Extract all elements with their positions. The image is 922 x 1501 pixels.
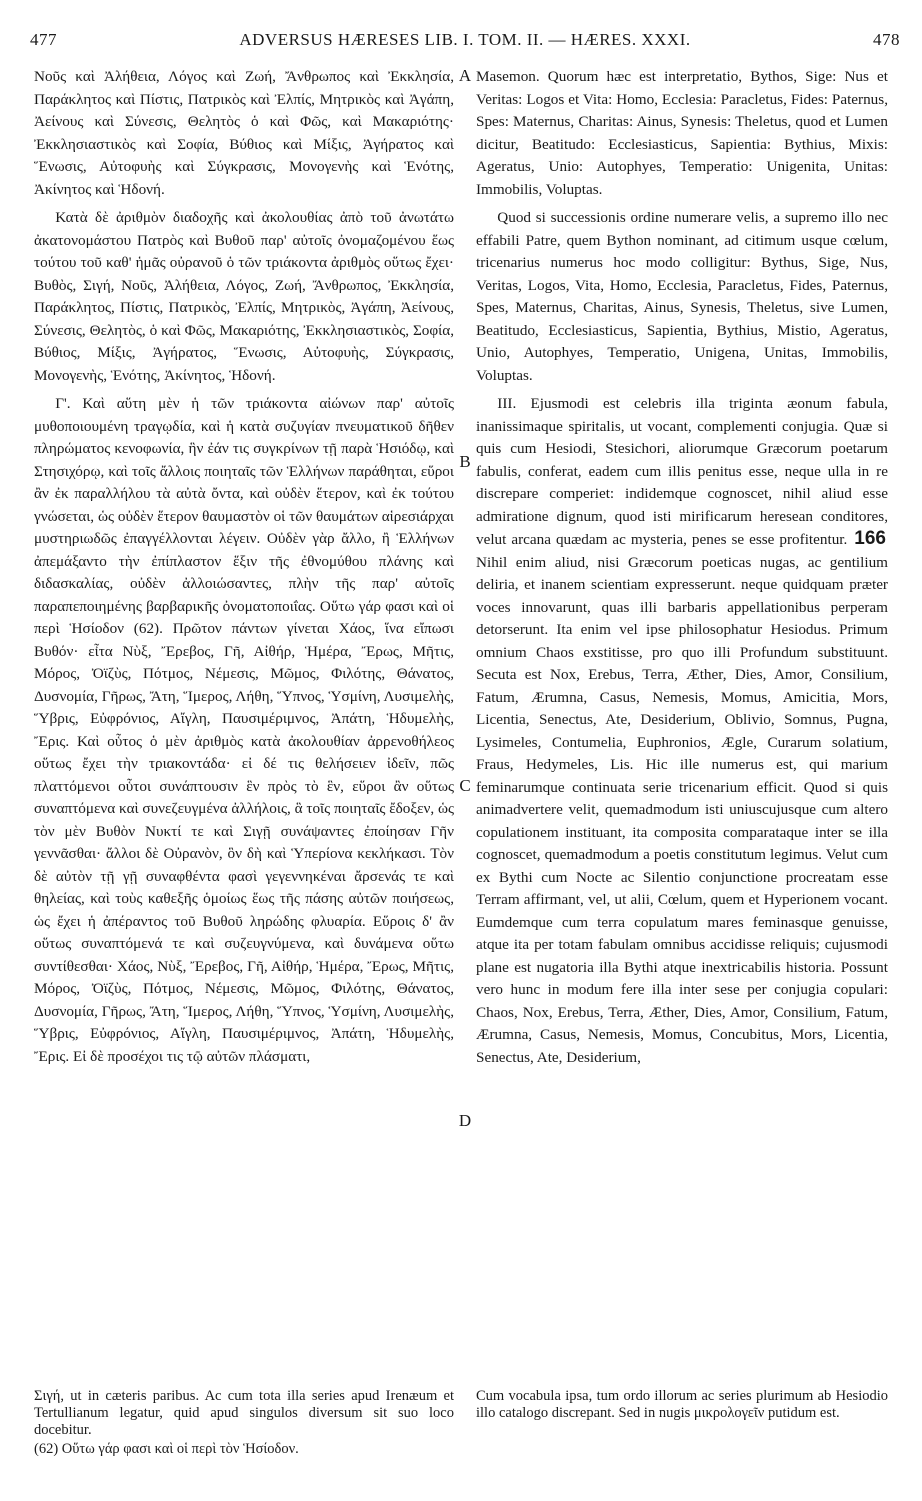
latin-paragraph-2: Quod si successionis ordine numerare velis, a supremo illo nec effabili Patre, quem Bython nominant, ad citimum usque cœlum, tricenarius numerus hoc modo colligitur: Bythus, Sige, Nus, Veritas, Logos, Vita, Homo, Ecclesia, Paracletus, Fides, Paternus, Spes, Maternus, Charitas, Ainus, Synesis, Theletus, sive Lumen, Beatitudo, Ecclesiasticus, Sapientia, Bythius, Mistio, Ageratus, Unio, Autophyes, Temperatio, Unigena, Unitas, Immobilis, Voluptas. xyxy=(476,209,888,384)
footnote-62: (62) Οὕτω γάρ φασι καὶ οἱ περὶ τὸν Ἡσίοδον. xyxy=(34,1441,299,1457)
margin-marker-c: C xyxy=(459,776,471,795)
latin-paragraph-1: Masemon. Quorum hæc est interpretatio, Bythos, Sige: Nus et Veritas: Logos et Vita: Homo, Ecclesia: Paracletus, Fides: Paternus, Spes: Maternus, Charitas: Ainus, Synesis: Theletus, quod et Lumen dicitur, Beatitudo: Ecclesiasticus, Sapientia: Bythius, Mixis: Ageratus, Unio: Autophyes, Temperatio: Unigenita, Unitas: Immobilis, Voluptas. xyxy=(476,68,888,198)
greek-paragraph-2: Κατὰ δὲ ἀριθμὸν διαδοχῆς καὶ ἀκολουθίας ἀπὸ τοῦ ἀνωτάτω ἀκατονομάστου Πατρὸς καὶ Βυθοῦ παρ' αὐτοῖς ὀνομαζομένου ἕως τούτου τοῦ καθ' ἡμᾶς οὐρανοῦ ὁ τῶν τριάκοντα ἀριθμὸς οὕτως ἔχει· Βυθὸς, Σιγή, Νοῦς, Ἀλήθεια, Λόγος, Ζωή, Ἄνθρωπος, Ἐκκλησία, Παράκλητος, Πίστις, Πατρικὸς, Ἐλπίς, Μητρικὸς, Ἀγάπη, Ἀείνους, Σύνεσις, Θελητὸς, ὁ καὶ Φῶς, Μακαριότης, Ἐκκλησιαστικὸς, Σοφία, Βύθιος, Μίξις, Ἀγήρατος, Ἕνωσις, Αὐτοφυὴς, Σύγκρασις, Μονογενὴς, Ἑνότης, Ἀκίνητος, Ἡδονή. xyxy=(34,209,454,384)
latin-text-column xyxy=(476,66,888,1386)
margin-markers xyxy=(454,0,476,1501)
edition-page-number: 166 xyxy=(854,528,886,549)
margin-marker-a: A xyxy=(458,66,472,85)
latin-paragraph-3-start: III. Ejusmodi est celebris illa triginta æonum fabula, inanissimaque spiritalis, ut vocant, complementi conjugia. Quæ si quis cum Hesiodi, Stesichori, aliorumque Græcorum poetarum fabulis, conferat, eadem cum illis penitus esse, neque ulla in re discrepare comperiet: indidemque cognoscet, nihil aliud esse admiratione dignum, quod isti mirificarum heresean conditores, velut arcana quædam ac mysteria, penes se esse profitentur. xyxy=(476,395,888,548)
notes-left xyxy=(34,1388,454,1458)
margin-marker-d: D xyxy=(458,1111,472,1130)
greek-paragraph-3: Γ'. Καὶ αὕτη μὲν ἡ τῶν τριάκοντα αἰώνων παρ' αὐτοῖς μυθοποιουμένη τραγῳδία, καὶ ἡ κατὰ συζυγίαν πνευματικοῦ δῆθεν πληρώματος κενοφωνία, ἣν ἐάν τις συγκρίνων τῇ παρὰ Ἡσιόδῳ, καὶ Στησιχόρῳ, καὶ τοῖς ἄλλοις ποιηταῖς τῶν Ἑλλήνων παράθηται, εὕροι ἂν ἐκ παραλλήλου τὰ αὐτὰ ὄντα, καὶ οὐδὲν ἕτερον, καὶ ἐκ τούτου γνώσεται, ὡς οὐδὲν ἕτερον θαυμαστὸν οἱ τῶν θαυμάτων αἱρεσιάρχαι μυστηριωδῶς ἐπαγγέλλονται λέγειν. Οὐδὲν γὰρ ἄλλο, ἢ Ἑλλήνων ἀπεμάξαντο τὴν ἐπίπλαστον ἕξιν τῆς ἐθνομύθου πλάνης καὶ διδασκαλίας, οὐδὲν ἀλλοιώσαντες, πλὴν τῆς παρ' αὐτοῖς παραπεποιημένης βαρβαρικῆς ὀνοματοποιΐας. Οὕτω γάρ φασι καὶ οἱ περὶ Ἡσίοδον (62). Πρῶτον πάντων γίνεται Χάος, ἵνα εἴπωσι Βυθόν· εἶτα Νὺξ, Ἔρεβος, Γῆ, Αἰθήρ, Ἡμέρα, Ἔρως, Μῆτις, Μόρος, Ὀϊζὺς, Πότμος, Νέμεσις, Μῶμος, Φιλότης, Θάνατος, Δυσνομία, Γῆρως, Ἄτη, Ἵμερος, Λήθη, Ὕπνος, Ὑσμίνη, Λυσιμελὴς, Ὕβρις, Εὐφρόνιος, Αἴγλη, Παυσιμέριμνος, Ἀπάτη, Ἡδυμελὴς, Ἔρις. Καὶ οὗτος ὁ μὲν ἀριθμὸς κατὰ ἀκολουθίαν ἀρρενοθήλεος οὕτως ἔχει τὴν τριακοντάδα· εἰ δέ τις θελήσειεν ἰδεῖν, πῶς πλαττόμενοι οὗτοι συνάπτουσιν ἓν πρὸς τὸ ἓν, εὕροι ἂν οὕτως συναπτόμενα καὶ συνεζευγμένα ἀλλήλοις, ἃ τοῖς ποιηταῖς ἔδοξεν, ὡς τὸν μὲν Βυθὸν Νυκτί τε καὶ Σιγῇ συνάψαντες ἐποίησαν Γῆν γεννᾶσθαι· ἄλλοι δὲ Οὐρανὸν, ὃν δὴ καὶ Ὑπερίονα κεκλήκασι. Τὸν δὲ αὐτὸν τῇ γῇ συναφθέντα φασὶ γεγεννηκέναι ἄρσενάς τε καὶ θηλείας, καὶ τοὺς καθεξῆς ὁμοίως ἕως τῆς πάσης αὐτῶν ποιήσεως, ὡς ἔχει ἡ ἀπέραντος τοῦ Βυθοῦ ληρώδης φλυαρία. Εὕροις δ' ἂν οὕτως συναπτόμενά τε καὶ συζευγνύμενα, καὶ δυνάμενα οὕτω συντίθεσθαι· Χάος, Νὺξ, Ἔρεβος, Γῆ, Αἰθήρ, Ἡμέρα, Ἔρως, Μῆτις, Μόρος, Ὀϊζὺς, Πότμος, Νέμεσις, Μῶμος, Φιλότης, Θάνατος, Δυσνομία, Γῆρως, Ἄτη, Ἵμερος, Λήθη, Ὕπνος, Ὑσμίνη, Λυσιμελὴς, Ὕβρις, Εὐφρόνιος, Αἴγλη, Παυσιμέριμνος, Ἀπάτη, Ἡδυμελὴς, Ἔρις. Εἰ δὲ προσέχοι τις τῷ αὐτῶν πλάσματι, xyxy=(34,395,454,1065)
latin-paragraph-3-rest: Nihil enim aliud, nisi Græcorum poeticas nugas, ac gentilium deliria, et inanem scientiam expresserunt. neque quidquam præter voces innovarunt, quas illi barbaris appellationibus perperam detorserunt. Ita enim vel ipse philosophatur Hesiodus. Primum omnium Chaos exstitisse, pro quo illi Profundum substituunt. Secuta est Nox, Erebus, Terra, Æther, Dies, Amor, Consilium, Fatum, Ærumna, Casus, Nemesis, Momus, Amicitia, Mors, Licentia, Senectus, Ate, Desiderium, Oblivio, Somnus, Pugna, Lysimeles, Contumelia, Euphronios, Ægle, Curarum solatium, Fraus, Hedymeles, Lis. Hic ille numerus est, qui marium feminarumque continuata serie tricenarium efficit. Quod si quis animadvertere velit, quemadmodum isti uniuscujusque cum altero copulationem instituant, ita composita comparataque inter se illa cognoscet, quemadmodum a poetis constitutum legimus. Velut cum ex Bythi cum Nocte ac Silentio conjunctione procreatam esse Terram affirmant, vel, ut alii, Cœlum, quem et Hyperionem vocant. Eumdemque cum terra copulatum mares feminasque genuisse, atque ita per totam fabulam omnibus accidisse reliquis; cujusmodi plane est nugatoria illa Bythi atque inextricabilis historia. Possunt vero hunc in modum fere illa inter sese per conjugia copulari: Chaos, Nox, Erebus, Terra, Æther, Dies, Amor, Consilium, Fatum, Ærumna, Casus, Nemesis, Momus, Concubitus, Mors, Licentia, Senectus, Ate, Desiderium, xyxy=(476,553,888,1066)
note-right-text: Cum vocabula ipsa, tum ordo illorum ac series plurimum ab Hesiodio illo catalogo discrepant. Sed in nugis μικρολογεῖν putidum est. xyxy=(476,1388,888,1421)
notes-right xyxy=(476,1388,888,1422)
page-number-right: 478 xyxy=(873,30,900,49)
latin-paragraph-3 xyxy=(476,393,888,1069)
note-left-text: Σιγή, ut in cæteris paribus. Ac cum tota illa series apud Irenæum et Tertullianum legatur, quid apud singulos diversum sit suo loco docebitur. xyxy=(34,1388,454,1438)
margin-marker-b: B xyxy=(459,452,471,471)
greek-text-column xyxy=(34,66,454,1386)
running-title: ADVERSUS HÆRESES LIB. I. TOM. II. — HÆRES. XXXI. xyxy=(239,30,691,49)
page-number-left: 477 xyxy=(30,30,57,49)
greek-paragraph-1: Νοῦς καὶ Ἀλήθεια, Λόγος καὶ Ζωή, Ἄνθρωπος καὶ Ἐκκλησία, Παράκλητος καὶ Πίστις, Πατρικὸς καὶ Ἐλπίς, Μητρικὸς καὶ Ἀγάπη, Ἀείνους καὶ Σύνεσις, Θελητὸς ὁ καὶ Φῶς, καὶ Μακαριότης· Ἐκκλησιαστικὸς καὶ Σοφία, Βύθιος καὶ Μίξις, Ἀγήρατος καὶ Ἕνωσις, Αὐτοφυὴς καὶ Σύγκρασις, Μονογενὴς καὶ Ἑνότης, Ἀκίνητος καὶ Ἡδονή. xyxy=(34,68,454,198)
